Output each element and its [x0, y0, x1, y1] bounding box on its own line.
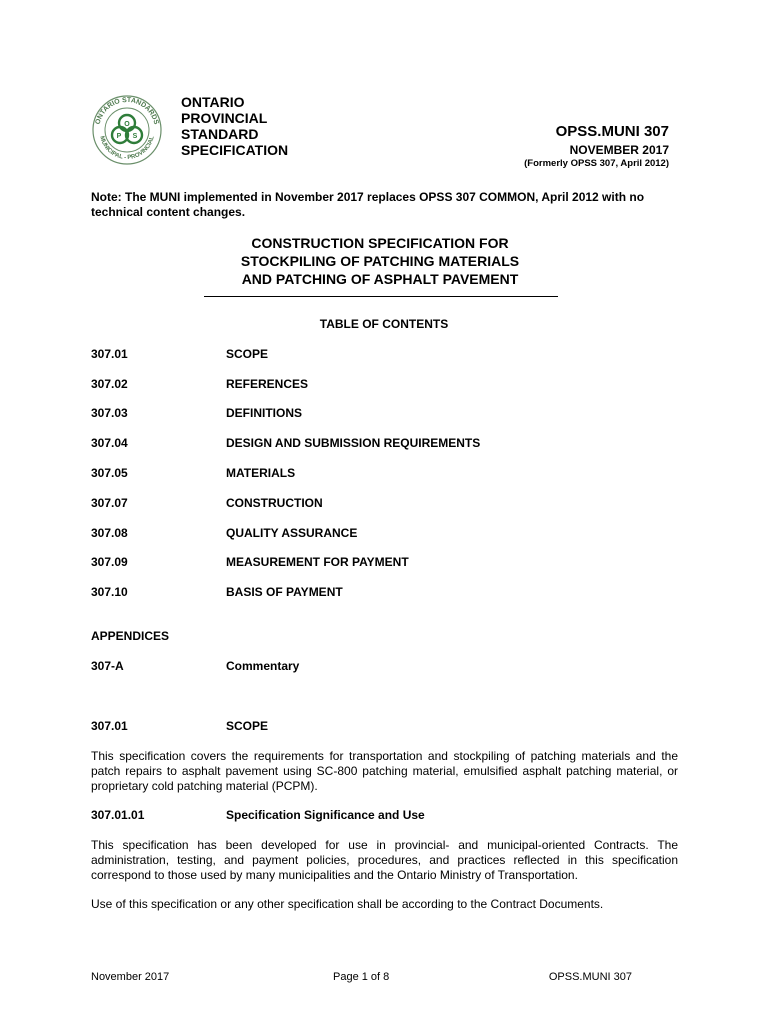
- toc-item-label: MATERIALS: [226, 466, 296, 480]
- toc-item-number: 307.04: [91, 436, 128, 450]
- document-id-block: [524, 123, 669, 170]
- toc-item-number: 307.03: [91, 406, 128, 420]
- toc-item-number: 307.02: [91, 377, 128, 391]
- document-title: [200, 234, 560, 288]
- logo-ring-top-text: ONTARIO STANDARDS: [94, 96, 160, 126]
- agency-line: SPECIFICATION: [181, 142, 289, 158]
- appendix-item-label: Commentary: [226, 659, 300, 673]
- toc-item-number: 307.07: [91, 496, 128, 510]
- logo-ring-bottom-text: MUNICIPAL - PROVINCIAL: [98, 135, 156, 162]
- section-label: SCOPE: [226, 719, 269, 733]
- footer-date: November 2017: [91, 971, 170, 983]
- contract-documents-paragraph: Use of this specification or any other specification shall be according to the Contract Documents.: [91, 897, 604, 911]
- subsection-number: 307.01.01: [91, 808, 145, 822]
- scope-paragraph: This specification covers the requirements for transportation and stockpiling of patching materials and the patch repairs to asphalt pavement using SC-800 patching material, emulsified asphalt patching material, or proprietary cold patching material (PCPM).: [91, 749, 678, 793]
- toc-item-number: 307.08: [91, 526, 128, 540]
- footer-document-code: OPSS.MUNI 307: [548, 971, 632, 983]
- opss-logo: [91, 94, 163, 166]
- implementation-note: Note: The MUNI implemented in November 2017 replaces OPSS 307 COMMON, April 2012 with no technical content changes.: [91, 190, 645, 219]
- toc-item-label: BASIS OF PAYMENT: [226, 585, 343, 599]
- toc-item-label: SCOPE: [226, 347, 269, 361]
- subsection-label: Specification Significance and Use: [226, 808, 425, 822]
- agency-line: PROVINCIAL: [181, 110, 268, 126]
- significance-paragraph: This specification has been developed for use in provincial- and municipal-oriented Contracts. The administration, testing, and payment policies, procedures, and practices reflected in this specification correspond to those used by many municipalities and the Ontario Ministry of Transportation.: [91, 838, 678, 882]
- toc-item-number: 307.09: [91, 555, 128, 569]
- document-date: NOVEMBER 2017: [569, 143, 669, 157]
- title-divider: [204, 296, 558, 297]
- toc-item-number: 307.05: [91, 466, 128, 480]
- title-line: CONSTRUCTION SPECIFICATION FOR: [251, 235, 509, 251]
- toc-item-label: QUALITY ASSURANCE: [226, 526, 358, 540]
- logo-letter-o: O: [124, 121, 130, 128]
- appendices-heading-text: APPENDICES: [91, 629, 170, 643]
- toc-item-number: 307.10: [91, 585, 128, 599]
- toc-item-label: MEASUREMENT FOR PAYMENT: [226, 555, 409, 569]
- toc-item-label: DESIGN AND SUBMISSION REQUIREMENTS: [226, 436, 481, 450]
- section-number: 307.01: [91, 719, 128, 733]
- appendix-item-number: 307-A: [91, 659, 124, 673]
- logo-letter-s: S: [132, 133, 138, 140]
- toc-item-label: REFERENCES: [226, 377, 309, 391]
- title-line: STOCKPILING OF PATCHING MATERIALS: [240, 253, 520, 269]
- document-formerly: (Formerly OPSS 307, April 2012): [524, 158, 669, 169]
- footer-page-number: Page 1 of 8: [333, 971, 390, 983]
- agency-line: STANDARD: [181, 126, 259, 142]
- agency-line: ONTARIO: [181, 94, 245, 110]
- logo-letter-p: P: [116, 133, 122, 140]
- document-code: OPSS.MUNI 307: [555, 123, 669, 140]
- toc-item-number: 307.01: [91, 347, 128, 361]
- toc-heading: TABLE OF CONTENTS: [319, 317, 449, 331]
- title-line: AND PATCHING OF ASPHALT PAVEMENT: [241, 271, 519, 287]
- toc-item-label: CONSTRUCTION: [226, 496, 323, 510]
- toc-item-label: DEFINITIONS: [226, 406, 303, 420]
- agency-name: [181, 94, 288, 158]
